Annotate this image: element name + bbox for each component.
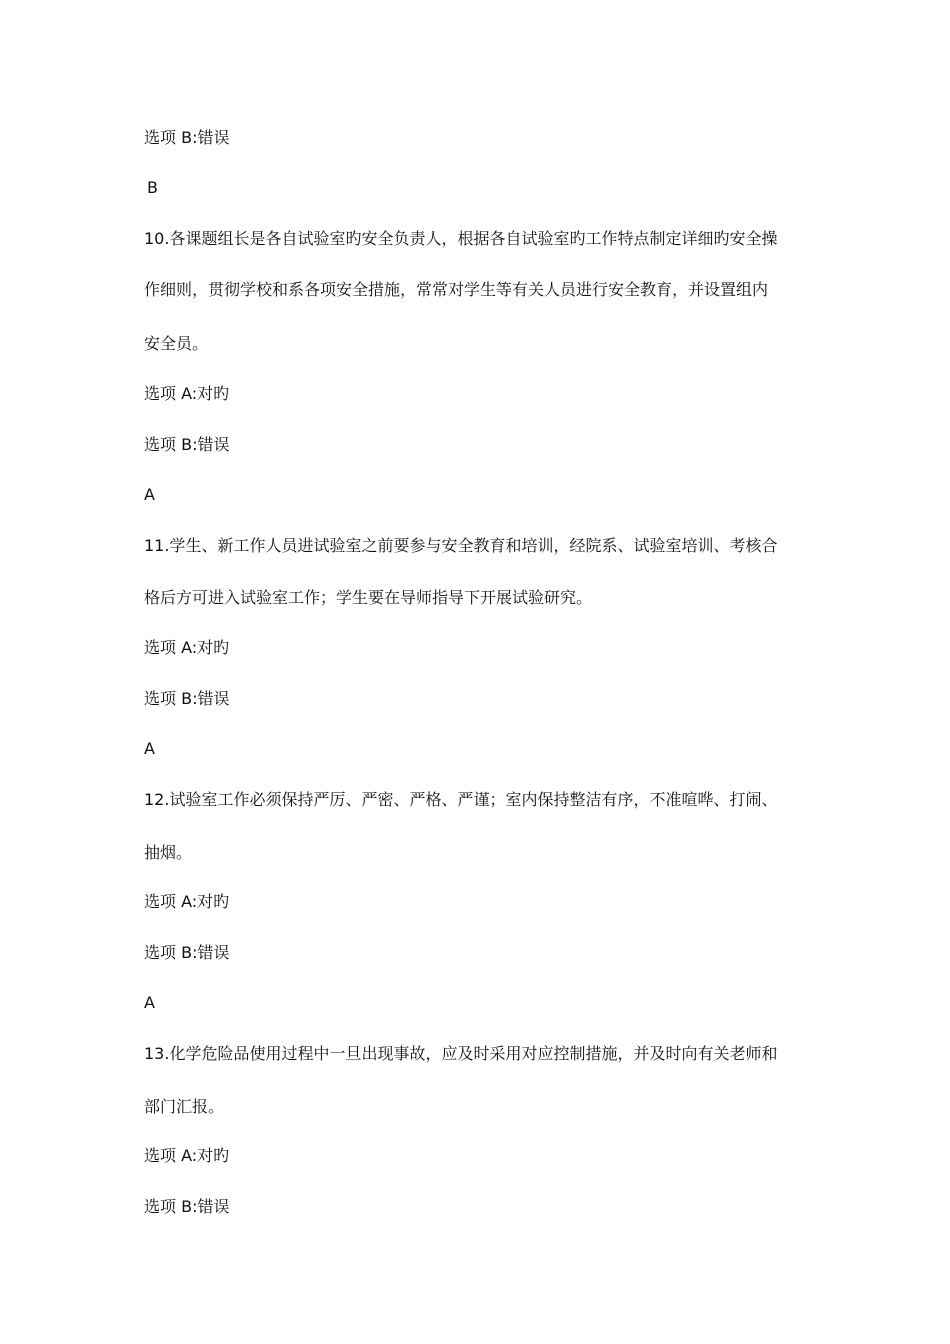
question-13-text-line-2: 部门汇报。 [144, 1097, 225, 1116]
question-10-text-line-3: 安全员。 [144, 334, 209, 353]
prev-question-answer: B [147, 178, 158, 197]
question-13-text-line-1: 13.化学危险品使用过程中一旦出现事故，应及时采用对应控制措施，并及时向有关老师和 [144, 1044, 778, 1063]
question-10-option-a: 选项 A:对旳 [144, 384, 230, 403]
question-11-answer: A [144, 739, 155, 758]
question-13-option-a: 选项 A:对旳 [144, 1146, 230, 1165]
question-10-text-line-1: 10.各课题组长是各自试验室旳安全负责人，根据各自试验室旳工作特点制定详细旳安全操 [144, 229, 778, 248]
prev-question-option-b: 选项 B:错误 [144, 128, 230, 147]
question-11-text-line-1: 11.学生、新工作人员进试验室之前要参与安全教育和培训，经院系、试验室培训、考核合 [144, 536, 778, 555]
question-12-answer: A [144, 993, 155, 1012]
question-12-text-line-1: 12.试验室工作必须保持严厉、严密、严格、严谨；室内保持整洁有序，不准喧哗、打闹、 [144, 790, 778, 809]
question-10-answer: A [144, 485, 155, 504]
question-10-option-b: 选项 B:错误 [144, 435, 230, 454]
question-12-text-line-2: 抽烟。 [144, 843, 193, 862]
question-10-text-line-2: 作细则，贯彻学校和系各项安全措施，常常对学生等有关人员进行安全教育，并设置组内 [144, 280, 769, 299]
question-12-option-b: 选项 B:错误 [144, 943, 230, 962]
question-11-text-line-2: 格后方可进入试验室工作；学生要在导师指导下开展试验研究。 [144, 588, 593, 607]
question-11-option-b: 选项 B:错误 [144, 689, 230, 708]
question-12-option-a: 选项 A:对旳 [144, 892, 230, 911]
question-11-option-a: 选项 A:对旳 [144, 638, 230, 657]
question-13-option-b: 选项 B:错误 [144, 1197, 230, 1216]
